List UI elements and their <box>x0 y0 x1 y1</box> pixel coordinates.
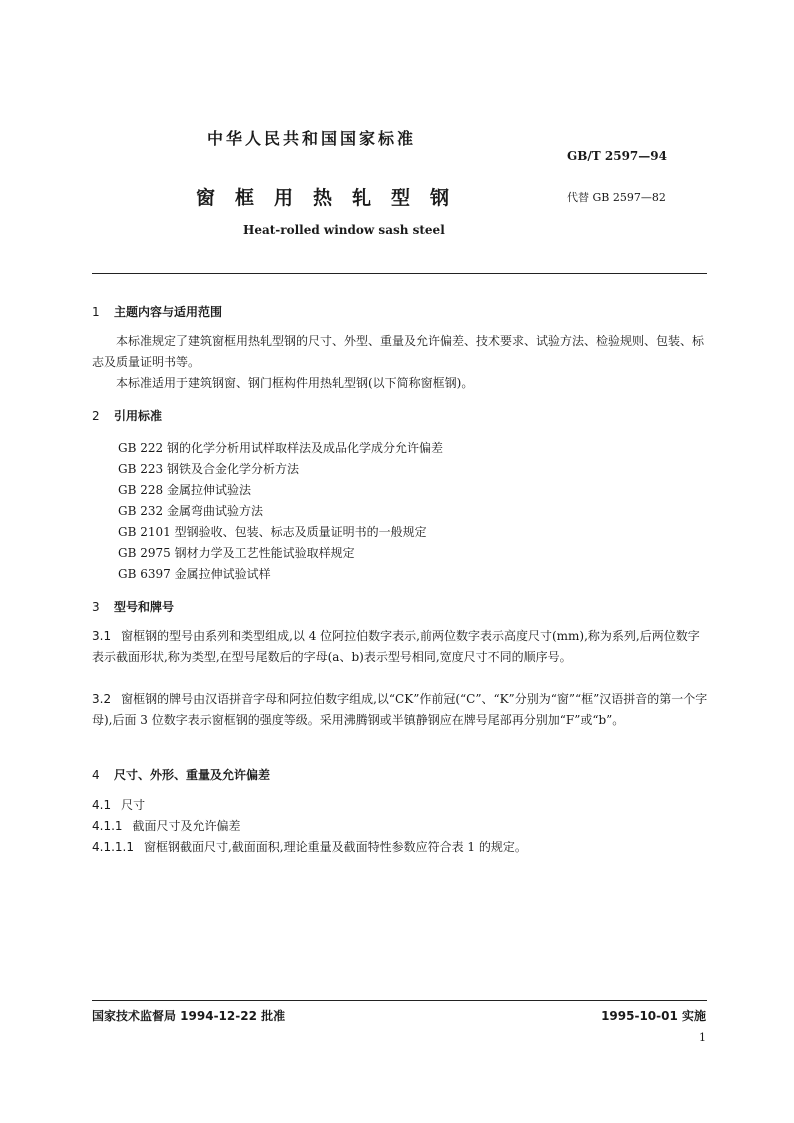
section-title: 型号和牌号 <box>114 600 175 614</box>
page-number: 1 <box>699 1031 706 1044</box>
clause-text: 截面尺寸及允许偏差 <box>132 819 241 833</box>
clause-number: 4.1 <box>92 798 112 812</box>
section-number: 2 <box>92 409 100 423</box>
clause-3-2 <box>92 689 708 731</box>
section-1-heading <box>92 303 222 320</box>
section-title: 尺寸、外形、重量及允许偏差 <box>114 768 271 782</box>
section-number: 3 <box>92 600 100 614</box>
clause-4-1 <box>92 796 145 813</box>
footer-divider <box>92 1000 707 1001</box>
reference-item: GB 2975 钢材力学及工艺性能试验取样规定 <box>118 546 355 560</box>
national-standard-heading: 中华人民共和国国家标准 <box>207 129 417 148</box>
clause-4-1-1 <box>92 817 241 834</box>
clause-text: 窗框钢的牌号由汉语拼音字母和阿拉伯数字组成,以“CK”作前冠(“C”、“K”分别为“窗”“框”汉语拼音的第一个字母),后面 3 位数字表示窗框钢的强度等级。采用沸腾钢或半镇静钢应在牌号尾部再分别加“F”或“b”。 <box>92 692 708 727</box>
section-3-heading <box>92 598 174 615</box>
header-divider <box>92 273 707 274</box>
section-1-paragraph-2: 本标准适用于建筑钢窗、钢门框构件用热轧型钢(以下简称窗框钢)。 <box>116 376 474 390</box>
clause-3-1 <box>92 626 708 668</box>
clause-text: 尺寸 <box>121 798 146 812</box>
section-2-heading <box>92 407 162 424</box>
clause-text: 窗框钢截面尺寸,截面面积,理论重量及截面特性参数应符合表 1 的规定。 <box>143 840 527 854</box>
document-title-cn: 窗框用热轧型钢 <box>196 187 470 209</box>
reference-item: GB 223 钢铁及合金化学分析方法 <box>118 462 299 476</box>
section-title: 主题内容与适用范围 <box>114 305 223 319</box>
clause-text: 窗框钢的型号由系列和类型组成,以 4 位阿拉伯数字表示,前两位数字表示高度尺寸(mm),称为系列,后两位数字表示截面形状,称为类型,在型号尾数后的字母(a、b)表示型号相同,宽度尺寸不同的顺序号。 <box>92 629 700 664</box>
approval-date: 国家技术监督局 1994-12-22 批准 <box>92 1009 286 1023</box>
reference-item: GB 228 金属拉伸试验法 <box>118 483 251 497</box>
reference-item: GB 232 金属弯曲试验方法 <box>118 504 263 518</box>
clause-number: 4.1.1 <box>92 819 123 833</box>
section-title: 引用标准 <box>114 409 163 423</box>
clause-number: 3.1 <box>92 629 112 643</box>
section-1-paragraph-1: 本标准规定了建筑窗框用热轧型钢的尺寸、外型、重量及允许偏差、技术要求、试验方法、检验规则、包装、标志及质量证明书等。 <box>92 334 705 369</box>
document-title-en: Heat-rolled window sash steel <box>243 223 445 237</box>
section-4-heading <box>92 766 270 783</box>
clause-number: 4.1.1.1 <box>92 840 134 854</box>
reference-item: GB 2101 型钢验收、包装、标志及质量证明书的一般规定 <box>118 525 427 539</box>
effective-date: 1995-10-01 实施 <box>601 1009 706 1023</box>
clause-number: 3.2 <box>92 692 112 706</box>
reference-item: GB 222 钢的化学分析用试样取样法及成品化学成分允许偏差 <box>118 441 443 455</box>
replaces-standard: 代替 GB 2597—82 <box>567 191 666 204</box>
reference-item: GB 6397 金属拉伸试验试样 <box>118 567 271 581</box>
section-number: 1 <box>92 305 100 319</box>
standard-number: GB/T 2597—94 <box>567 149 667 163</box>
section-number: 4 <box>92 768 100 782</box>
clause-4-1-1-1 <box>92 838 527 855</box>
